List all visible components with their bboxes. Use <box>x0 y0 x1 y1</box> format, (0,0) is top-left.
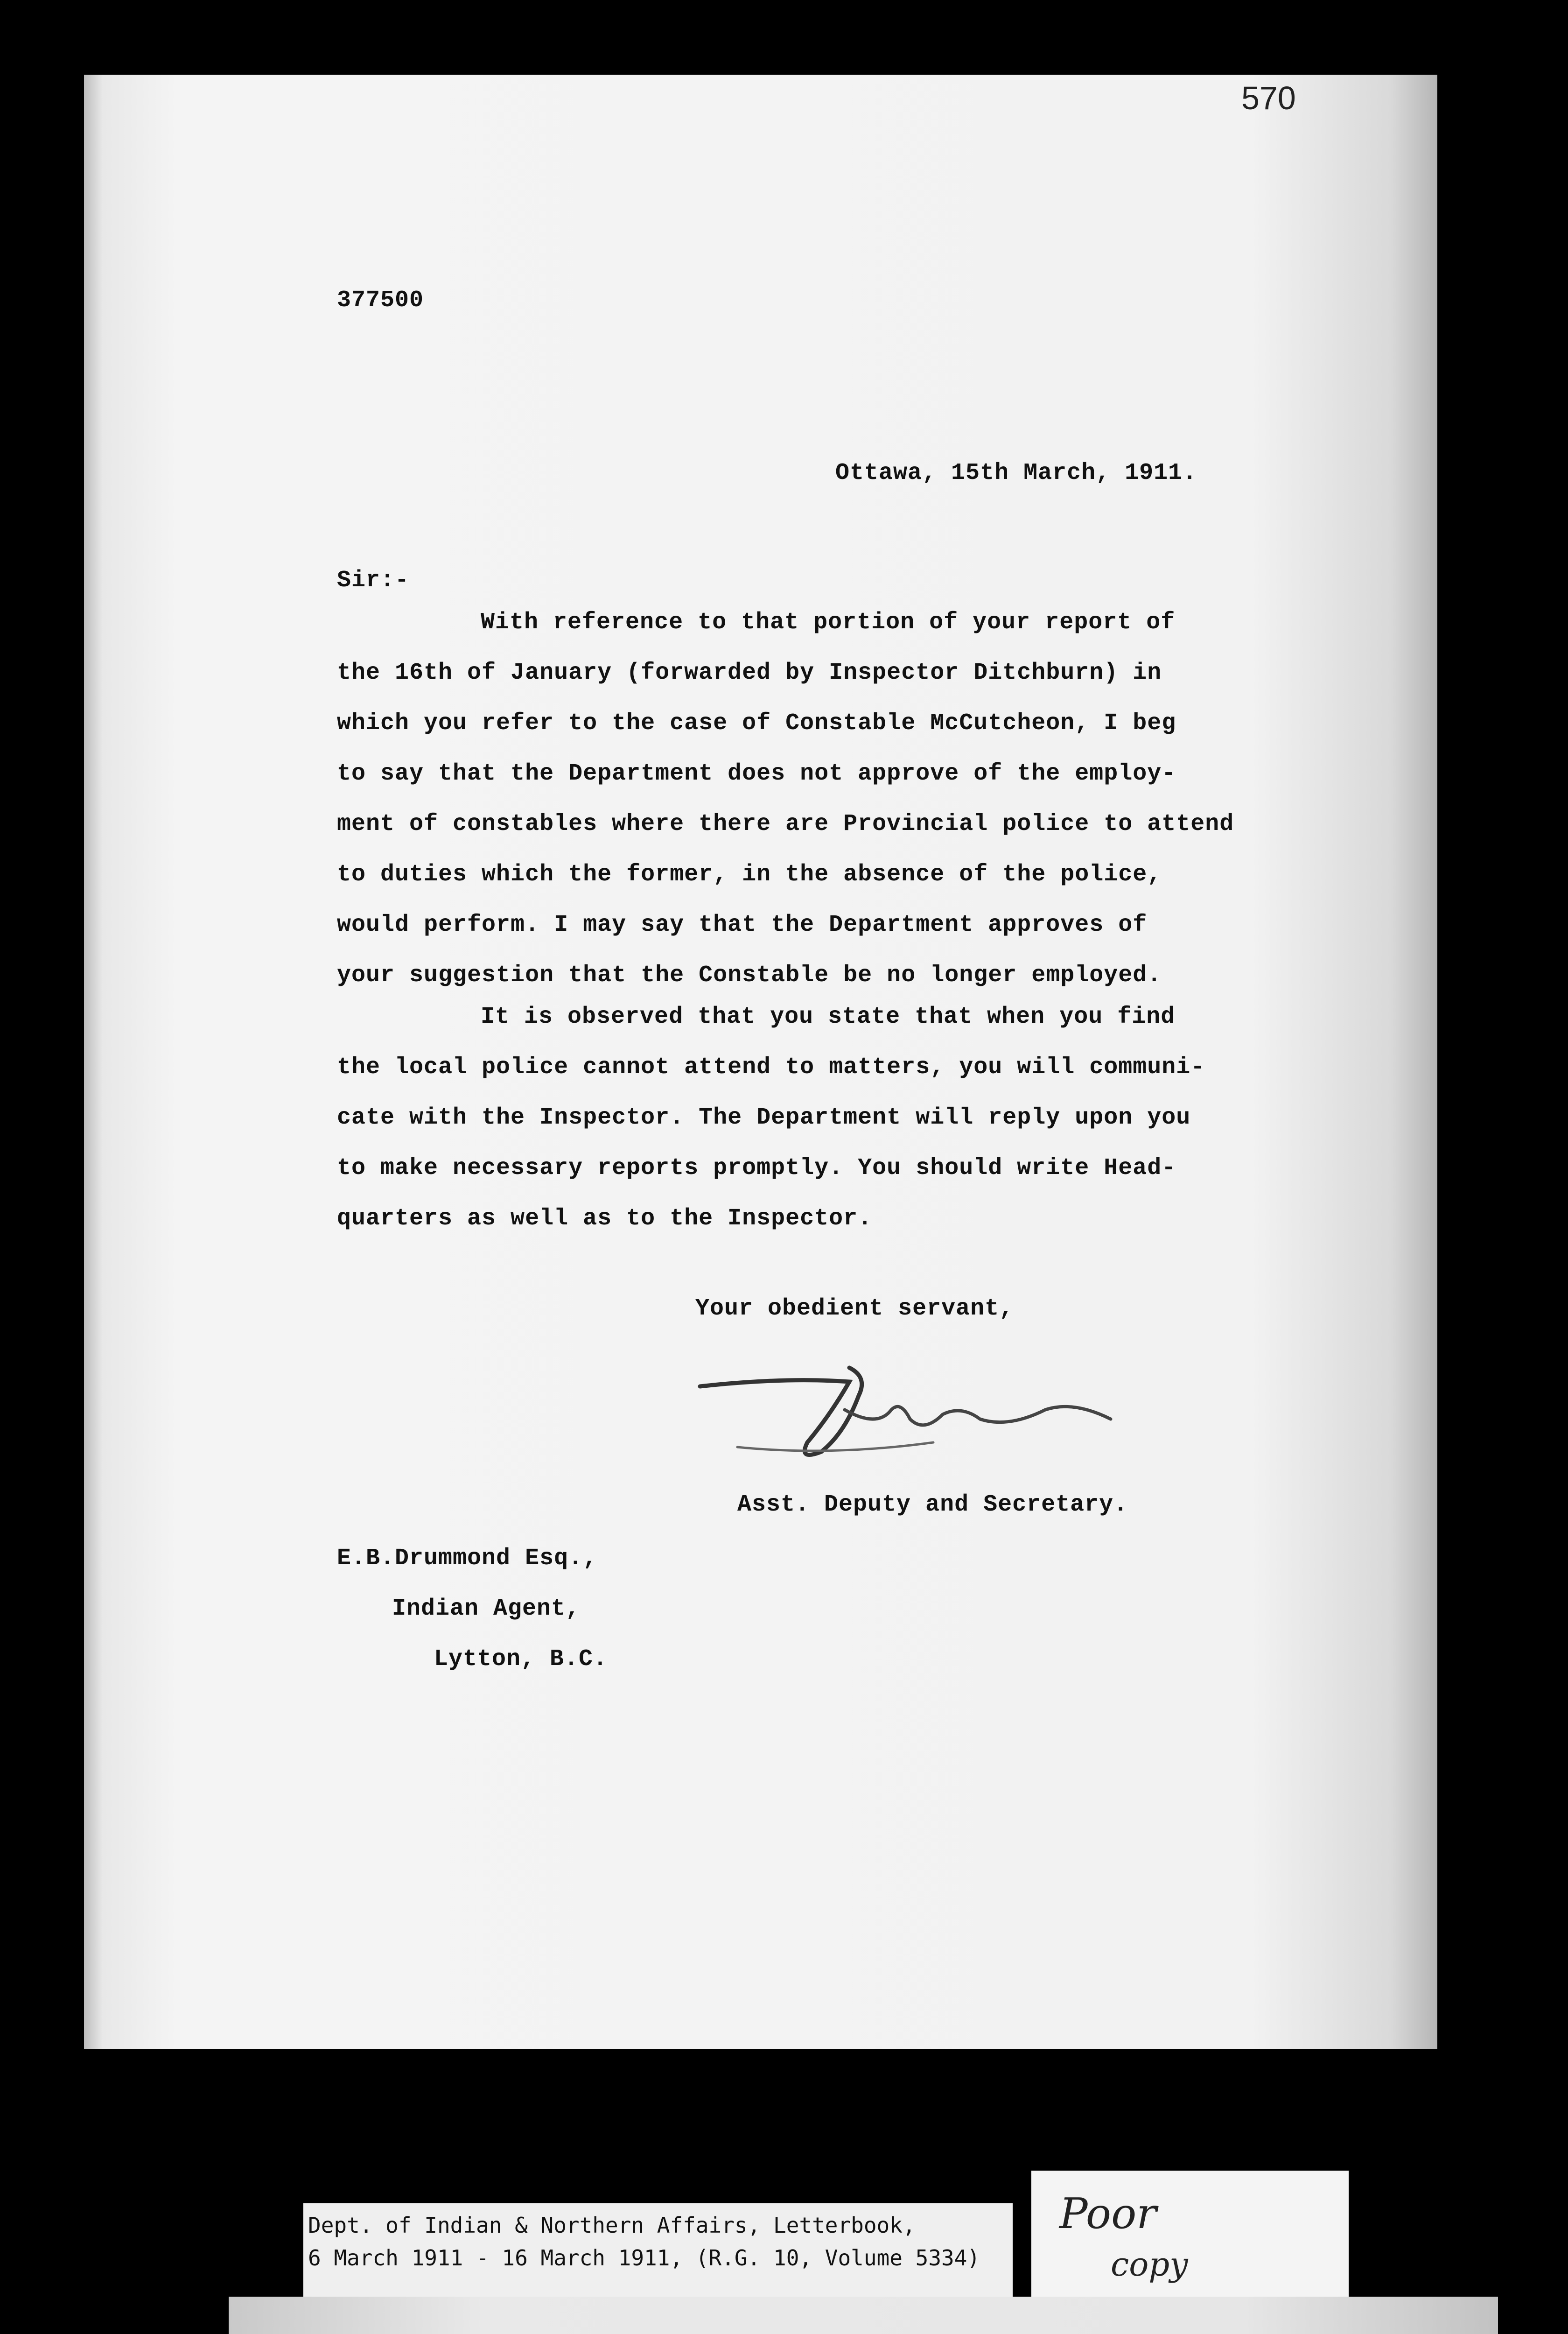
reference-line: Dept. of Indian & Northern Affairs, Letterbook, <box>308 2213 916 2238</box>
reference-label <box>303 2203 1013 2297</box>
quality-note-word: copy <box>1111 2245 1188 2284</box>
signature-title: Asst. Deputy and Secretary. <box>737 1491 1128 1518</box>
closing: Your obedient servant, <box>695 1295 1014 1322</box>
body-line: With reference to that portion of your report of <box>481 609 1176 636</box>
body-line: the 16th of January (forwarded by Inspector Ditchburn) in <box>337 660 1162 686</box>
archives-stamp-label <box>229 2297 1498 2334</box>
addressee-name: E.B.Drummond Esq., <box>337 1545 598 1572</box>
salutation: Sir:- <box>337 567 410 594</box>
body-line: ment of constables where there are Provincial police to attend <box>337 811 1234 837</box>
body-line: your suggestion that the Constable be no longer employed. <box>337 962 1162 989</box>
date-line: Ottawa, 15th March, 1911. <box>835 460 1197 486</box>
quality-note-label <box>1031 2171 1349 2297</box>
body-line: It is observed that you state that when you find <box>481 1004 1176 1030</box>
addressee-title: Indian Agent, <box>392 1596 581 1622</box>
body-line: cate with the Inspector. The Department will reply upon you <box>337 1104 1191 1131</box>
reference-line: 6 March 1911 - 16 March 1911, (R.G. 10, Volume 5334) <box>308 2245 980 2271</box>
file-number: 377500 <box>337 287 424 314</box>
body-line: to make necessary reports promptly. You should write Head- <box>337 1155 1176 1181</box>
body-line: which you refer to the case of Constable McCutcheon, I beg <box>337 710 1176 737</box>
addressee-location: Lytton, B.C. <box>434 1646 608 1673</box>
quality-note-word: Poor <box>1059 2189 1157 2238</box>
body-line: would perform. I may say that the Department approves of <box>337 912 1148 938</box>
body-line: to say that the Department does not approve of the employ- <box>337 760 1176 787</box>
body-line: quarters as well as to the Inspector. <box>337 1205 873 1232</box>
body-line: the local police cannot attend to matters, you will communi- <box>337 1054 1205 1081</box>
folio-number: 570 <box>1241 80 1296 116</box>
handwritten-signature <box>691 1349 1195 1489</box>
body-line: to duties which the former, in the absence of the police, <box>337 861 1162 888</box>
